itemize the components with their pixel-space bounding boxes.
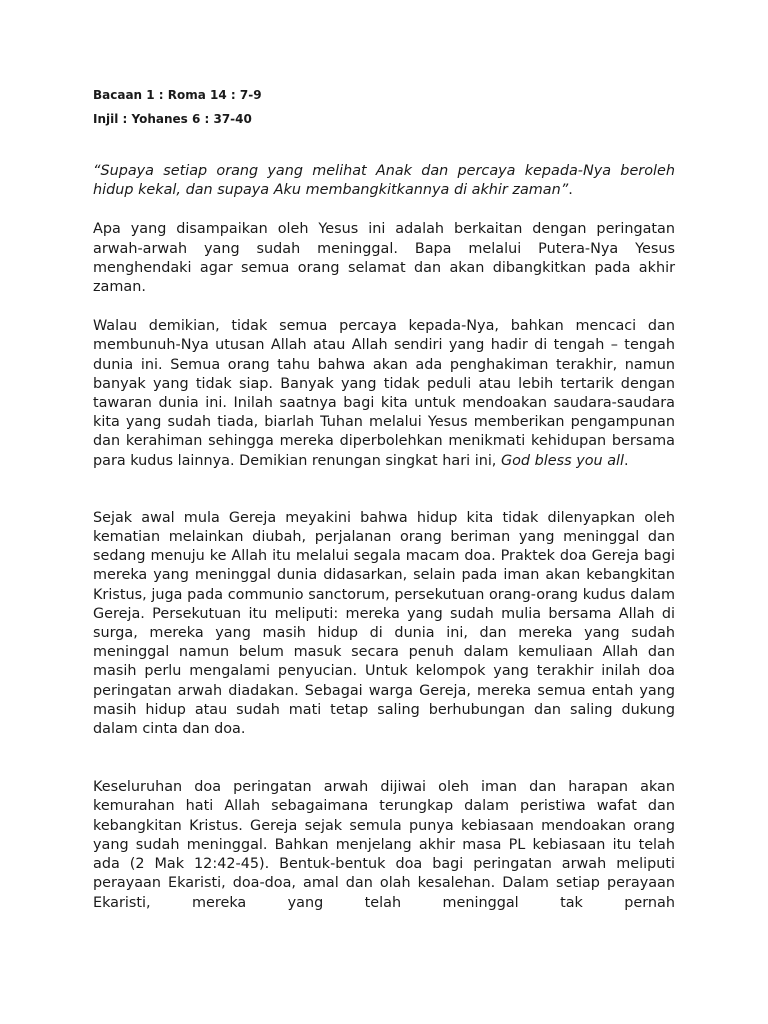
paragraph-1: Apa yang disampaikan oleh Yesus ini adalah berkaitan dengan peringatan arwah-arwah yang sudah meninggal. Bapa melalui Putera-Nya Yesus menghendaki agar semua orang selamat dan akan dibangkitkan pada akhir zaman. (93, 221, 675, 296)
quote-end: . (568, 182, 573, 199)
quote-text: “Supaya setiap orang yang melihat Anak dan percaya kepada-Nya beroleh hidup kekal, dan supaya Aku membangkitkannya di akhir zaman” (93, 163, 675, 199)
paragraph-2-main: Walau demikian, tidak semua percaya kepada-Nya, bahkan mencaci dan membunuh-Nya utusan Allah atau Allah sendiri yang hadir di tengah – tengah dunia ini. Semua orang tahu bahwa akan ada penghakiman terakhir, namun banyak yang tidak siap. Banyak yang tidak peduli atau lebih tertarik dengan tawaran dunia ini. Inilah saatnya bagi kita untuk mendoakan saudara-saudara kita yang sudah tiada, biarlah Tuhan melalui Yesus memberikan pengampunan dan kerahiman sehingga mereka diperbolehkan menikmati kehidupan bersama para kudus lainnya. Demikian renungan singkat hari ini, (93, 318, 675, 469)
gospel-reading-reference: Injil : Yohanes 6 : 37-40 (93, 112, 252, 126)
document-page (93, 86, 675, 931)
paragraph-3: Sejak awal mula Gereja meyakini bahwa hidup kita tidak dilenyapkan oleh kematian melainkan diubah, perjalanan orang beriman yang meninggal dan sedang menuju ke Allah itu melalui segala macam doa. Praktek doa Gereja bagi mereka yang meninggal dunia didasarkan, selain pada iman akan kebangkitan Kristus, juga pada communio sanctorum, persekutuan orang-orang kudus dalam Gereja. Persekutuan itu meliputi: mereka yang sudah mulia bersama Allah di surga, mereka yang masih hidup di dunia ini, dan mereka yang sudah meninggal namun belum masuk secara penuh dalam kemuliaan Allah dan masih perlu mengalami penyucian. Untuk kelompok yang terakhir inilah doa peringatan arwah diadakan. Sebagai warga Gereja, mereka semua entah yang masih hidup atau sudah mati tetap saling berhubungan dan saling dukung dalam cinta dan doa. (93, 509, 675, 738)
paragraph-2 (93, 317, 675, 471)
blessing-phrase: God bless you all (500, 452, 625, 469)
paragraph-2-end: . (624, 452, 629, 469)
first-reading-reference: Bacaan 1 : Roma 14 : 7-9 (93, 88, 262, 102)
paragraph-4-container (93, 778, 675, 931)
scripture-quote (93, 162, 675, 200)
paragraph-4: Keseluruhan doa peringatan arwah dijiwai oleh iman dan harapan akan kemurahan hati Allah sebagaimana terungkap dalam peristiwa wafat dan kebangkitan Kristus. Gereja sejak semula punya kebiasaan mendoakan orang yang sudah meninggal. Bahkan menjelang akhir masa PL kebiasaan itu telah ada (2 Mak 12:42-45). Bentuk-bentuk doa bagi peringatan arwah meliputi perayaan Ekaristi, doa-doa, amal dan olah kesalehan. Dalam setiap perayaan Ekaristi, mereka yang telah meninggal tak pernah (93, 779, 675, 911)
